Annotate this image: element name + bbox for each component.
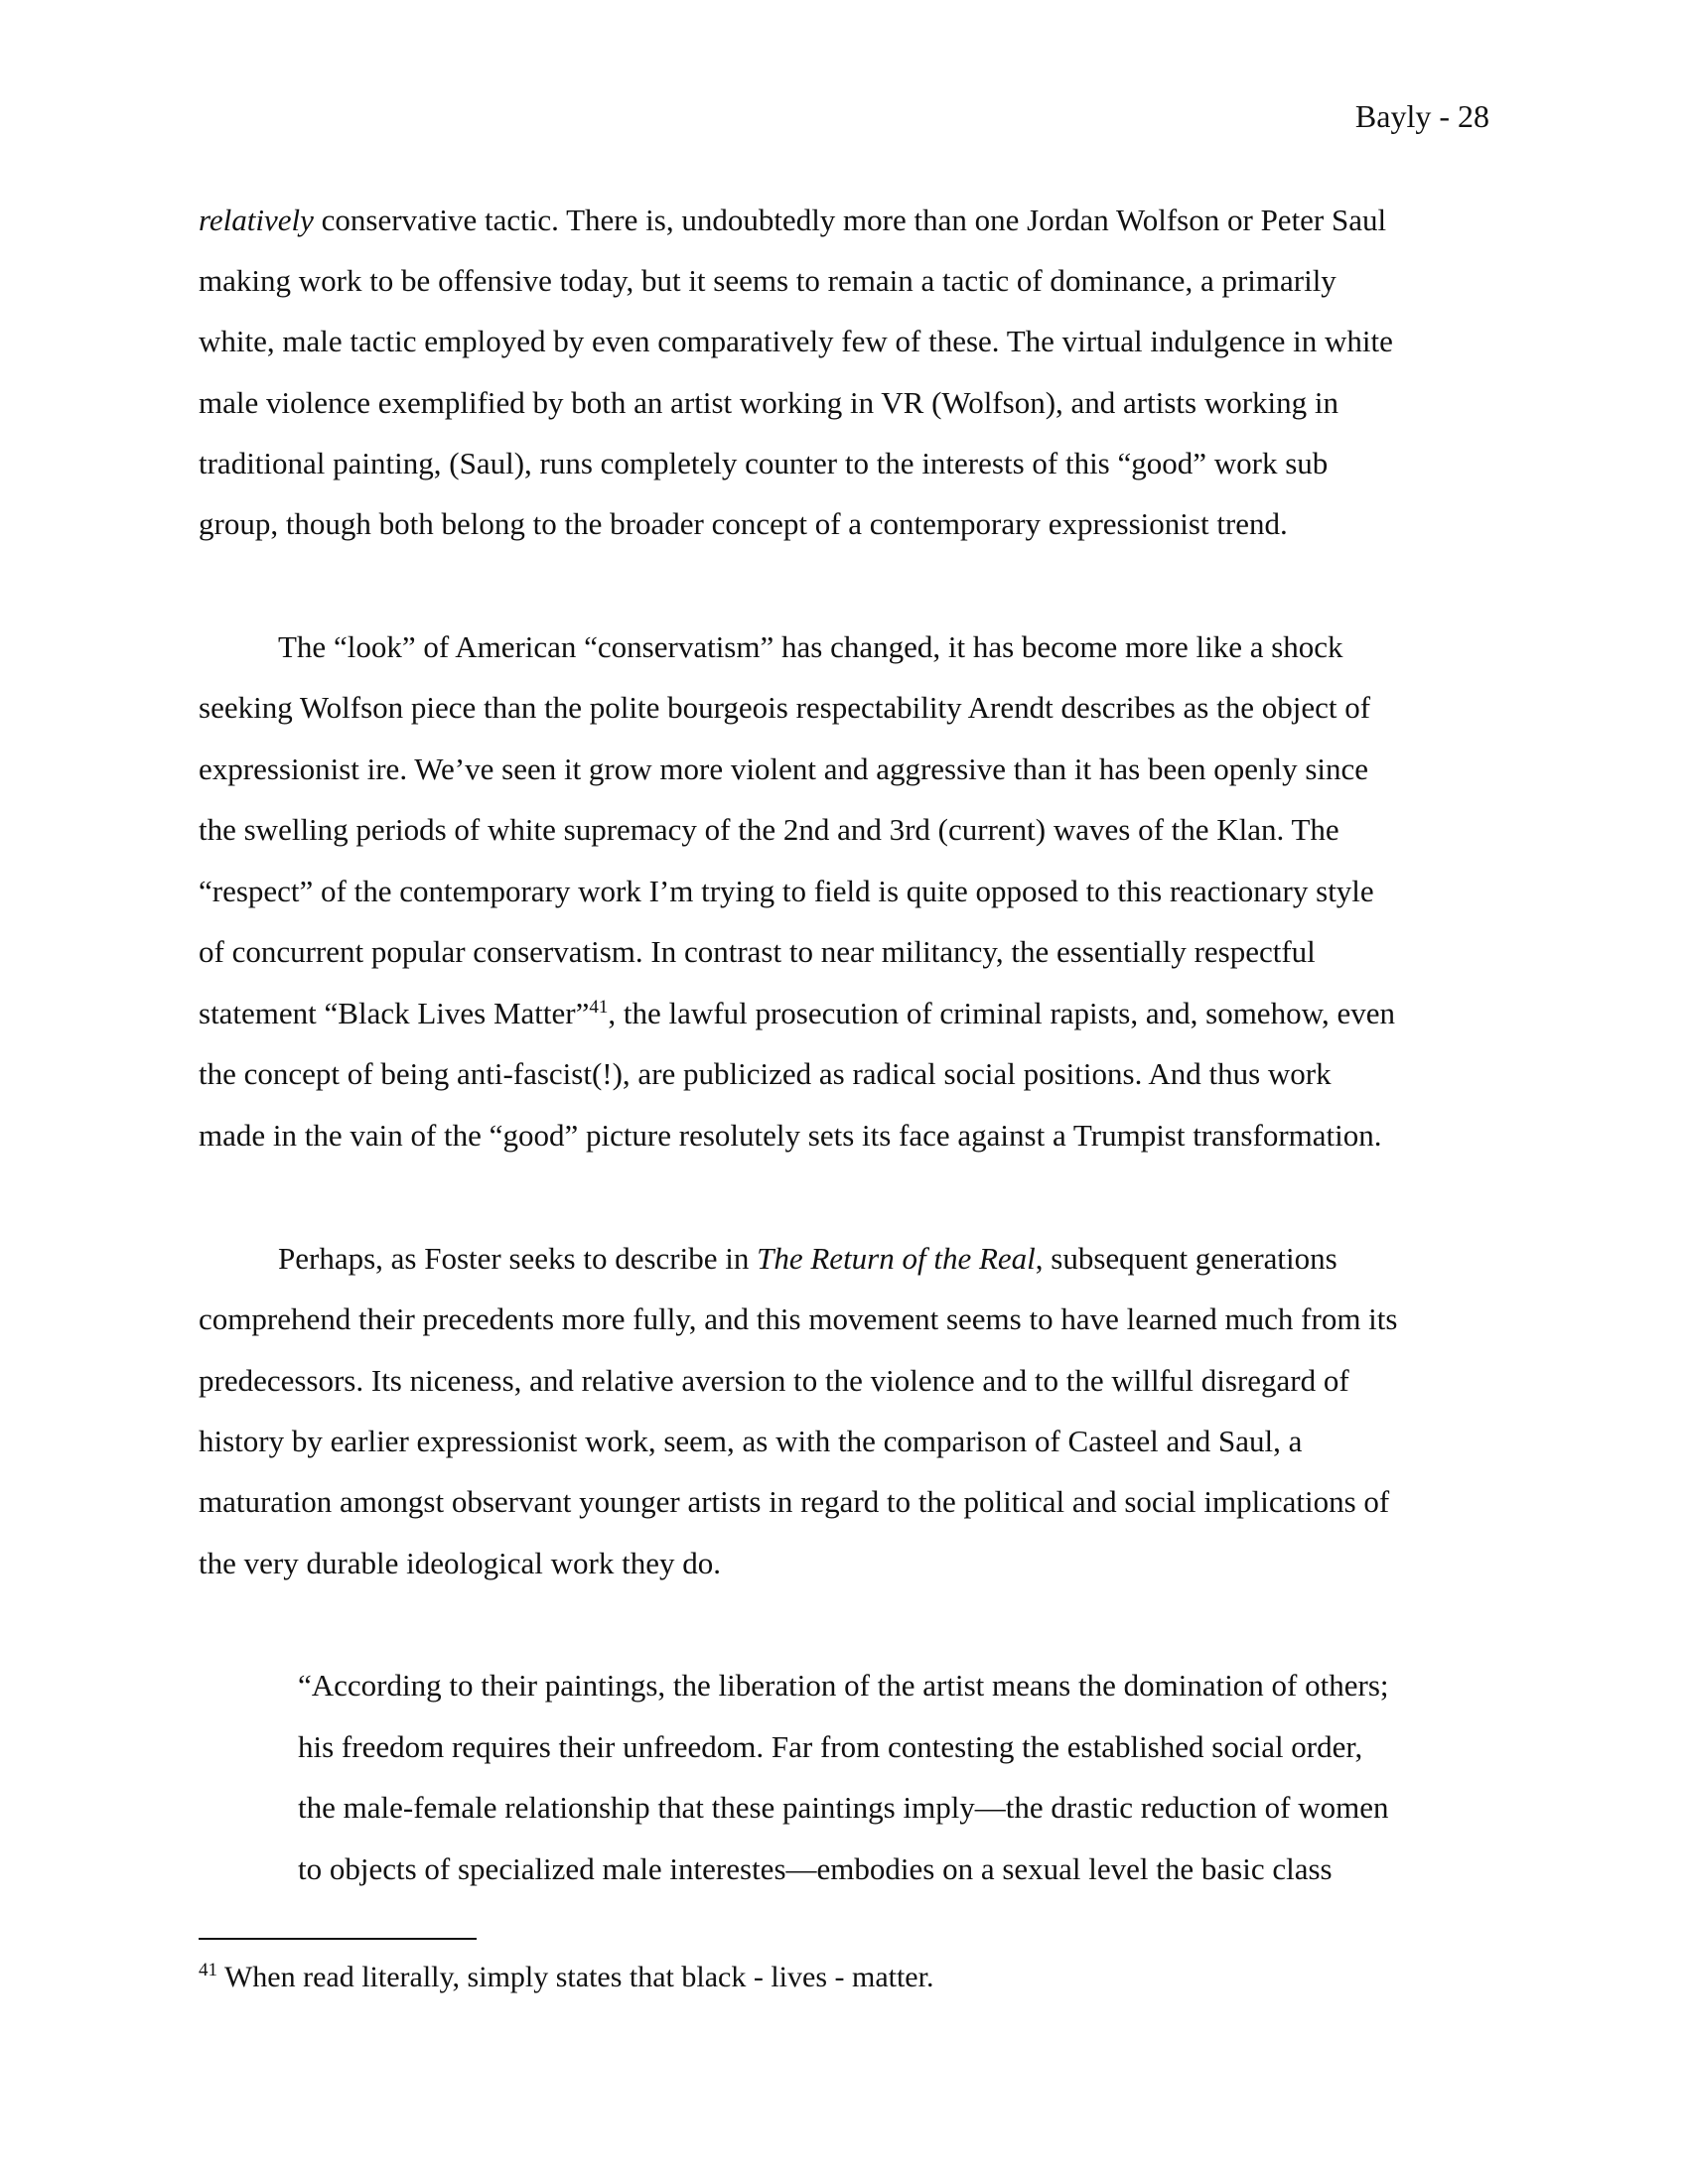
para3-line-5: maturation amongst observant younger artists in regard to the political and social implications of <box>199 1484 1390 1519</box>
para2-line-7-a: statement “Black Lives Matter” <box>199 996 590 1030</box>
para2-line-9: made in the vain of the “good” picture resolutely sets its face against a Trumpist transformation. <box>199 1118 1382 1153</box>
quote-line-4: to objects of specialized male interestes—embodies on a sexual level the basic class <box>298 1851 1333 1886</box>
para2-line-1: The “look” of American “conservatism” has changed, it has become more like a shock <box>278 629 1343 664</box>
para3-line-4: history by earlier expressionist work, seem, as with the comparison of Casteel and Saul, a <box>199 1424 1303 1458</box>
footnote-number: 41 <box>199 1960 217 1980</box>
para2-line-8: the concept of being anti-fascist(!), are publicized as radical social positions. And thus work <box>199 1056 1332 1091</box>
quote-line-1: “According to their paintings, the liberation of the artist means the domination of others; <box>298 1668 1389 1703</box>
para1-line-2: making work to be offensive today, but it seems to remain a tactic of dominance, a primarily <box>199 263 1336 298</box>
para1-line-3: white, male tactic employed by even comparatively few of these. The virtual indulgence in white <box>199 324 1393 358</box>
para3-line-3: predecessors. Its niceness, and relative aversion to the violence and to the willful disregard of <box>199 1363 1349 1398</box>
para1-line-1 <box>199 201 1386 240</box>
para1-line-6: group, though both belong to the broader concept of a contemporary expressionist trend. <box>199 506 1288 541</box>
para2-line-5: “respect” of the contemporary work I’m trying to field is quite opposed to this reactionary style <box>199 874 1374 908</box>
para2-line-7-b: , the lawful prosecution of criminal rapists, and, somehow, even <box>608 996 1395 1030</box>
para2-line-3: expressionist ire. We’ve seen it grow more violent and aggressive than it has been openly since <box>199 751 1369 786</box>
quote-line-2: his freedom requires their unfreedom. Far from contesting the established social order, <box>298 1729 1363 1764</box>
italic-book-title: The Return of the Real <box>757 1241 1036 1276</box>
footnote-ref-41[interactable]: 41 <box>589 997 609 1018</box>
para2-line-4: the swelling periods of white supremacy of the 2nd and 3rd (current) waves of the Klan. The <box>199 812 1339 847</box>
para3-line-2: comprehend their precedents more fully, and this movement seems to have learned much from its <box>199 1301 1398 1336</box>
para3-line-1 <box>278 1239 1337 1279</box>
para2-line-7 <box>199 994 1395 1033</box>
para1-line-5: traditional painting, (Saul), runs completely counter to the interests of this “good” work sub <box>199 446 1329 480</box>
para1-line-4: male violence exemplified by both an artist working in VR (Wolfson), and artists working in <box>199 385 1339 420</box>
para1-line-1-text: conservative tactic. There is, undoubtedly more than one Jordan Wolfson or Peter Saul <box>313 203 1387 237</box>
quote-line-3: the male-female relationship that these paintings imply—the drastic reduction of women <box>298 1790 1389 1825</box>
footnote-text: When read literally, simply states that black - lives - matter. <box>217 1961 934 1993</box>
page-header: Bayly - 28 <box>1354 98 1489 134</box>
para2-line-2: seeking Wolfson piece than the polite bourgeois respectability Arendt describes as the object of <box>199 690 1371 725</box>
para2-line-6: of concurrent popular conservatism. In contrast to near militancy, the essentially respectful <box>199 934 1316 969</box>
para3-line-6: the very durable ideological work they do. <box>199 1546 721 1580</box>
footnote-41 <box>199 1958 933 1997</box>
para3-line-1-b: , subsequent generations <box>1035 1241 1337 1276</box>
para3-line-1-a: Perhaps, as Foster seeks to describe in <box>278 1241 758 1276</box>
italic-relatively: relatively <box>199 203 314 237</box>
footnote-separator <box>199 1938 477 1940</box>
